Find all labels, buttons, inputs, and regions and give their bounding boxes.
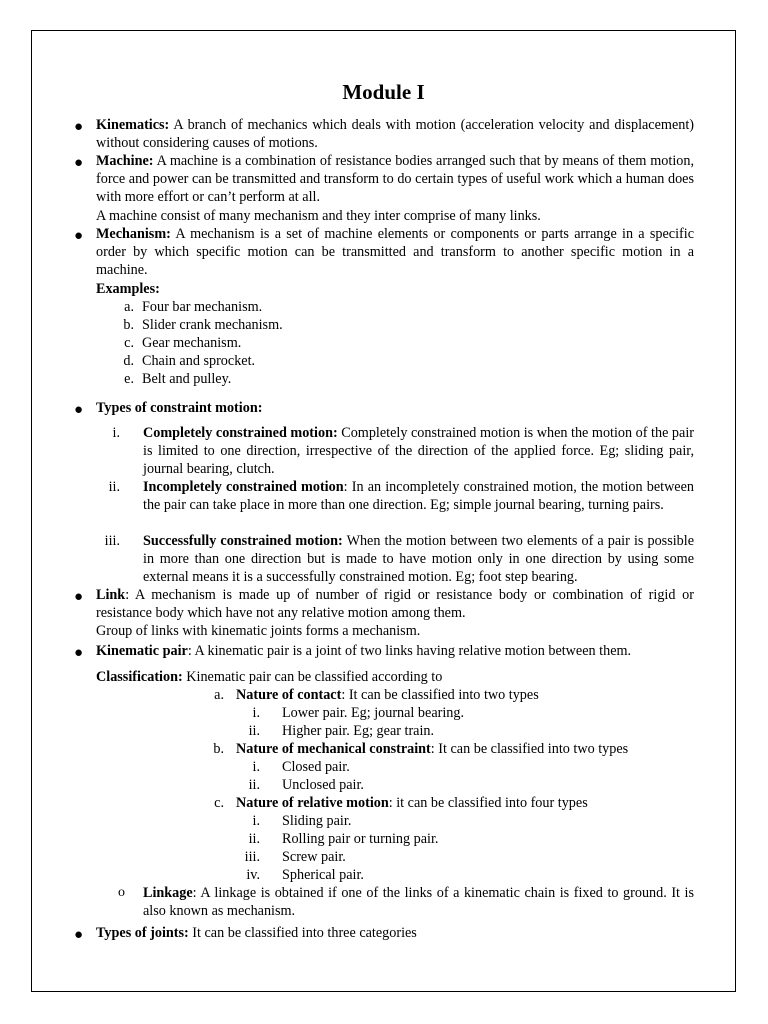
bullet-icon: ● xyxy=(74,402,84,418)
linkage-paragraph: Linkage: A linkage is obtained if one of the links of a kinematic chain is fixed to ground. It is also known as mechanism. xyxy=(143,885,694,920)
page-content xyxy=(32,31,735,991)
document-page xyxy=(31,30,736,992)
list-marker: a. xyxy=(124,299,134,315)
mechanism-term: Mechanism: xyxy=(96,226,171,242)
list-marker: iii. xyxy=(244,849,260,865)
joints-paragraph: Types of joints: It can be classified into three categories xyxy=(96,925,417,941)
machine-extra: A machine consist of many mechanism and they inter comprise of many links. xyxy=(96,208,541,224)
list-marker: d. xyxy=(123,353,134,369)
mechanism-paragraph xyxy=(96,225,694,280)
kinematics-term: Kinematics: xyxy=(96,117,170,133)
page-title: Module I xyxy=(342,80,425,104)
machine-paragraph xyxy=(96,152,694,207)
list-item: Lower pair. Eg; journal bearing. xyxy=(282,705,465,721)
classification-line: Classification: Kinematic pair can be classified according to xyxy=(96,669,443,685)
list-marker: i. xyxy=(112,425,120,441)
group-nature-of-contact: Nature of contact: It can be classified into two types xyxy=(236,687,539,703)
bullet-icon: ● xyxy=(74,927,84,943)
list-marker: iv. xyxy=(246,867,260,883)
bullet-icon: ● xyxy=(74,589,84,605)
list-item: Rolling pair or turning pair. xyxy=(282,831,439,847)
kinematic-pair-paragraph: Kinematic pair: A kinematic pair is a joint of two links having relative motion between them. xyxy=(96,643,632,659)
list-marker: iii. xyxy=(104,533,120,549)
machine-term: Machine: xyxy=(96,153,154,169)
list-marker: c. xyxy=(124,335,134,351)
list-item: Higher pair. Eg; gear train. xyxy=(282,723,435,739)
link-extra: Group of links with kinematic joints forms a mechanism. xyxy=(96,623,421,639)
list-item: Slider crank mechanism. xyxy=(142,317,283,333)
constraint-item-incompletely: Incompletely constrained motion: In an incompletely constrained motion, the motion between the pair can take place in more than one direction. Eg; simple journal bearing, turning pairs. xyxy=(143,479,694,514)
circle-bullet-icon: o xyxy=(118,885,125,900)
list-marker: ii. xyxy=(248,831,260,847)
constraint-heading: Types of constraint motion: xyxy=(96,400,263,416)
list-marker: b. xyxy=(213,741,224,757)
list-item: Sliding pair. xyxy=(282,813,352,829)
list-marker: ii. xyxy=(248,777,260,793)
list-item: Closed pair. xyxy=(282,759,350,775)
list-item: Spherical pair. xyxy=(282,867,364,883)
constraint-item-completely: Completely constrained motion: Completely constrained motion is when the motion of the pair is limited to one direction, irrespective of the direction of the applied force. Eg; sliding pair, journal bearing, clutch. xyxy=(143,425,694,478)
list-marker: c. xyxy=(214,795,224,811)
list-marker: a. xyxy=(214,687,224,703)
mechanism-text: A mechanism is a set of machine elements or components or parts arrange in a specific order by which specific motion can be transmitted and transform to another specific motion in a machine. xyxy=(96,226,694,279)
kinematics-text: A branch of mechanics which deals with motion (acceleration velocity and displacement) without considering causes of motions. xyxy=(96,117,694,152)
machine-text: A machine is a combination of resistance bodies arranged such that by means of them motion, force and power can be transmitted and transform to do certain types of useful work which a human does with more effort or can’t perform at all. xyxy=(96,153,694,206)
bullet-icon: ● xyxy=(74,228,84,244)
bullet-icon: ● xyxy=(74,645,84,661)
list-marker: i. xyxy=(252,705,260,721)
list-marker: ii. xyxy=(248,723,260,739)
list-marker: e. xyxy=(124,371,134,387)
bullet-icon: ● xyxy=(74,119,84,135)
list-item: Unclosed pair. xyxy=(282,777,364,793)
list-marker: b. xyxy=(123,317,134,333)
list-marker: ii. xyxy=(108,479,120,495)
constraint-item-successfully: Successfully constrained motion: When the motion between two elements of a pair is possible in more than one direction but is made to have motion only in one direction by using some external means it is a successfully constrained motion. Eg; foot step bearing. xyxy=(143,533,694,586)
bullet-icon: ● xyxy=(74,155,84,171)
list-item: Chain and sprocket. xyxy=(142,353,256,369)
list-item: Four bar mechanism. xyxy=(142,299,263,315)
list-item: Screw pair. xyxy=(282,849,346,865)
group-nature-of-mechanical-constraint: Nature of mechanical constraint: It can be classified into two types xyxy=(236,741,629,757)
kinematics-paragraph xyxy=(96,116,694,152)
list-marker: i. xyxy=(252,759,260,775)
list-marker: i. xyxy=(252,813,260,829)
group-nature-of-relative-motion: Nature of relative motion: it can be classified into four types xyxy=(236,795,588,811)
examples-label: Examples: xyxy=(96,281,160,297)
link-paragraph: Link: A mechanism is made up of number of rigid or resistance body or combination of rigid or resistance body which have not any relative motion among them. xyxy=(96,587,694,622)
list-item: Belt and pulley. xyxy=(142,371,232,387)
list-item: Gear mechanism. xyxy=(142,335,242,351)
